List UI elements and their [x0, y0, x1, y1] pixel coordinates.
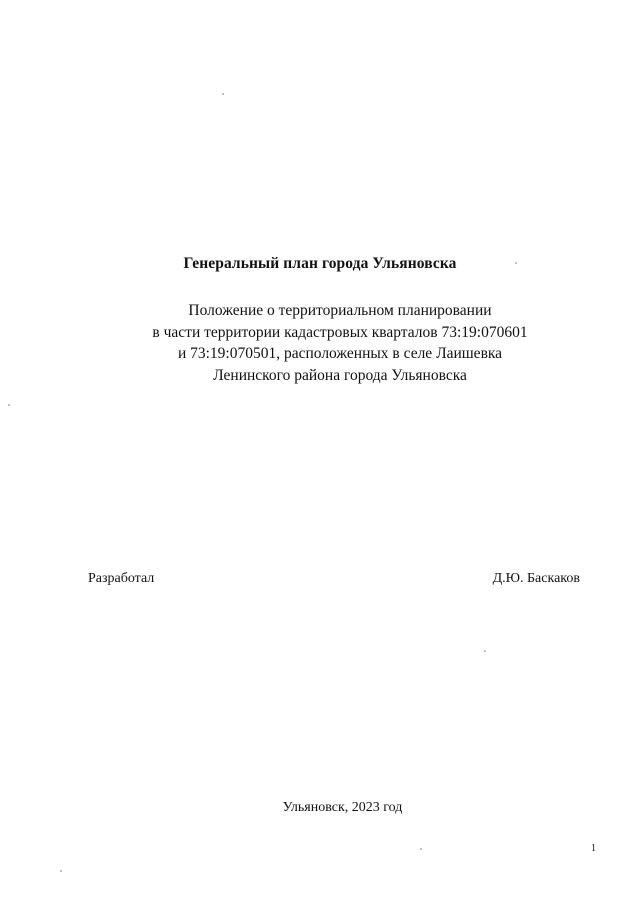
signature-label: Разработал: [88, 571, 155, 586]
document-title: Генеральный план города Ульяновска: [183, 255, 457, 272]
signature-row: [88, 571, 580, 587]
page-number: 1: [591, 843, 596, 854]
subtitle-line: в части территории кадастровых кварталов 73:19:070601: [152, 323, 528, 341]
signature-name: Д.Ю. Баскаков: [492, 571, 580, 586]
scan-speck: [60, 870, 62, 872]
scan-speck: [484, 650, 486, 652]
subtitle-line: Положение о территориальном планировании: [188, 302, 492, 319]
scan-speck: [515, 262, 517, 264]
subtitle-line: Ленинского района города Ульяновска: [213, 366, 467, 384]
footer-city-year: Ульяновск, 2023 год: [282, 800, 403, 815]
document-subtitle: [0, 300, 640, 386]
scan-speck: [222, 93, 224, 95]
scan-speck: [8, 404, 10, 406]
subtitle-line: и 73:19:070501, расположенных в селе Лаишевка: [177, 345, 503, 362]
scan-speck: [420, 848, 422, 850]
